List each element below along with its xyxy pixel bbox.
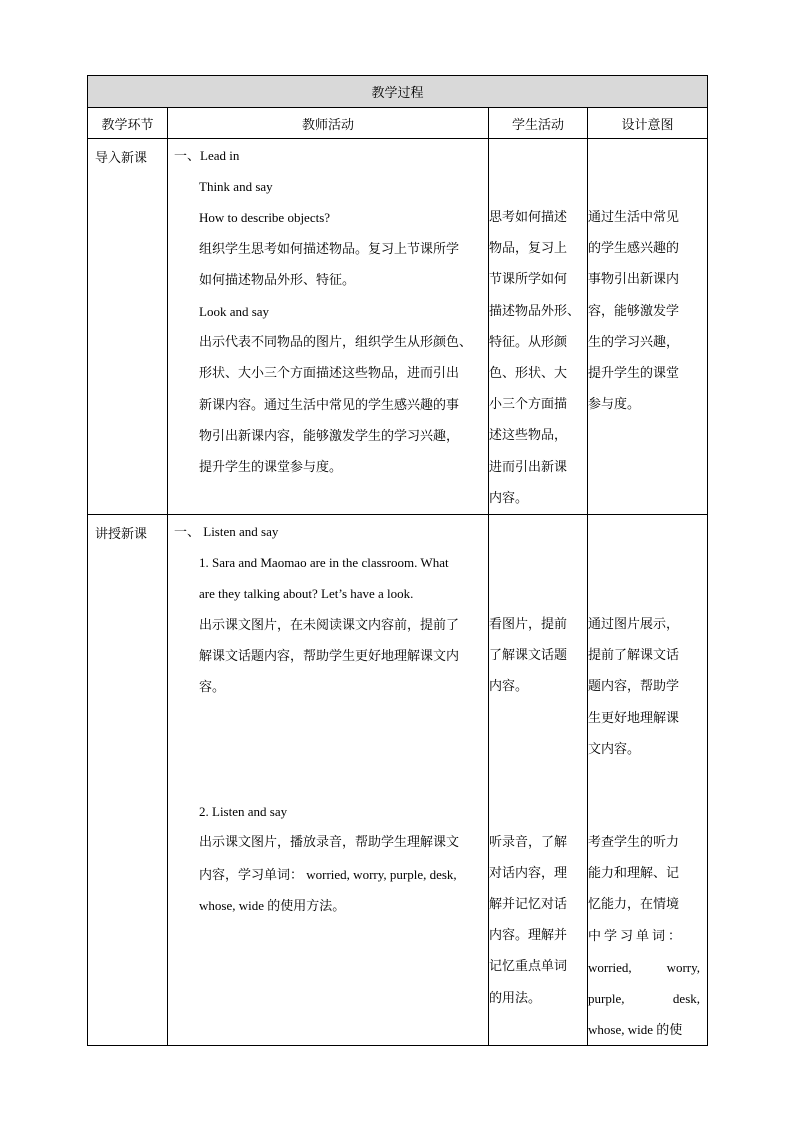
text-line: How to describe objects?: [199, 210, 331, 226]
table-row: [88, 139, 708, 515]
table-title: 教学过程: [88, 76, 708, 108]
text-line: 中学习单词：: [588, 928, 685, 944]
student-activity-cell: [489, 515, 588, 1046]
text-line: 节课所学如何: [489, 272, 568, 288]
text-line: 通过生活中常见: [588, 210, 680, 225]
text-line: 参与度。: [588, 397, 641, 413]
text-line: [588, 983, 707, 1014]
text-line: 一、 Listen and say: [174, 524, 279, 539]
text-line: 如何描述物品外形、特征。: [199, 272, 356, 288]
text-line: 思考如何描述: [489, 210, 568, 225]
text-line: 内容。理解并: [489, 928, 568, 944]
text-line: 特征。从形颜: [489, 334, 568, 350]
text-line: 新课内容。通过生活中常见的学生感兴趣的事: [199, 397, 460, 413]
text-line: 进而引出新课: [489, 459, 568, 475]
word: worry,: [666, 959, 701, 975]
text-line: Look and say: [199, 303, 270, 319]
text-line: whose, wide 的使用方法。: [199, 897, 346, 913]
word: desk,: [672, 990, 701, 1006]
header-teacher-activity: 教师活动: [168, 108, 489, 139]
design-intent-cell: [588, 139, 708, 515]
text-line: 提升学生的课堂: [588, 365, 680, 381]
student-activity-cell: [489, 139, 588, 515]
text-line: 出示课文图片，在未阅读课文内容前，提前了: [199, 617, 460, 633]
stage-cell-lead-in: 导入新课: [88, 139, 168, 515]
text-line: 一、Lead in: [174, 148, 240, 163]
lesson-process-table: [87, 75, 708, 1046]
text-line: 的用法。: [489, 990, 542, 1006]
text-line: 1. Sara and Maomao are in the classroom. What: [199, 555, 449, 571]
teacher-activity-cell: [168, 515, 489, 1046]
teacher-activity-cell: [168, 139, 489, 515]
text-line: 忆能力，在情境: [588, 897, 680, 913]
text-line: are they talking about? Let’s have a look.: [199, 586, 414, 602]
word: worried,: [588, 959, 632, 975]
text-line: 内容。: [489, 490, 529, 506]
text-line: 出示代表不同物品的图片，组织学生从形颜色、: [199, 335, 473, 351]
text-line: 内容。: [489, 679, 529, 695]
text-line: 对话内容，理: [489, 865, 568, 881]
text-line: Think and say: [199, 179, 273, 195]
text-line: 解课文话题内容，帮助学生更好地理解课文内: [199, 648, 460, 664]
text-line: 组织学生思考如何描述物品。复习上节课所学: [199, 241, 460, 257]
text-line: 提升学生的课堂参与度。: [199, 459, 343, 475]
table-header-row: [88, 108, 708, 139]
header-student-activity: 学生活动: [489, 108, 588, 139]
text-line: 形状、大小三个方面描述这些物品，进而引出: [199, 366, 460, 382]
text-line: 题内容，帮助学: [588, 679, 680, 695]
text-line: 看图片，提前: [489, 617, 568, 632]
word: purple,: [588, 990, 625, 1006]
text-line: 通过图片展示，: [588, 617, 680, 632]
text-line: 物引出新课内容，能够激发学生的学习兴趣，: [199, 428, 460, 444]
design-intent-cell: [588, 515, 708, 1046]
text-line: 了解课文话题: [489, 648, 568, 664]
header-stage: 教学环节: [88, 108, 168, 139]
header-design-intent: 设计意图: [588, 108, 708, 139]
text-line: 的学生感兴趣的: [588, 241, 680, 257]
text-line: 能力和理解、记: [588, 866, 680, 882]
text-line: 2. Listen and say: [199, 804, 288, 820]
text-line: whose, wide 的使: [588, 1022, 683, 1038]
text-line: 事物引出新课内: [588, 272, 680, 288]
text-line: 述这些物品，: [489, 428, 568, 444]
text-line: 内容，学习单词： worried, worry, purple, desk,: [199, 866, 457, 882]
text-line: 描述物品外形、: [489, 303, 581, 319]
text-line: 生更好地理解课: [588, 710, 680, 726]
text-line: 物品，复习上: [489, 241, 568, 257]
stage-cell-new-lesson: 讲授新课: [88, 515, 168, 1046]
text-line: 容，能够激发学: [588, 303, 680, 319]
text-line: 记忆重点单词: [489, 959, 568, 975]
text-line: 出示课文图片，播放录音，帮助学生理解课文: [199, 835, 460, 851]
text-line: 生的学习兴趣，: [588, 334, 680, 350]
text-line: 文内容。: [588, 741, 641, 757]
text-line: 小三个方面描: [489, 397, 568, 413]
text-line: 容。: [199, 679, 226, 695]
text-line: [588, 952, 707, 983]
text-line: 解并记忆对话: [489, 896, 568, 912]
text-line: 提前了解课文话: [588, 648, 680, 664]
text-line: 色、形状、大: [489, 365, 568, 381]
text-line: 考查学生的听力: [588, 834, 680, 850]
text-line: 听录音，了解: [489, 834, 568, 850]
table-row: [88, 515, 708, 1046]
